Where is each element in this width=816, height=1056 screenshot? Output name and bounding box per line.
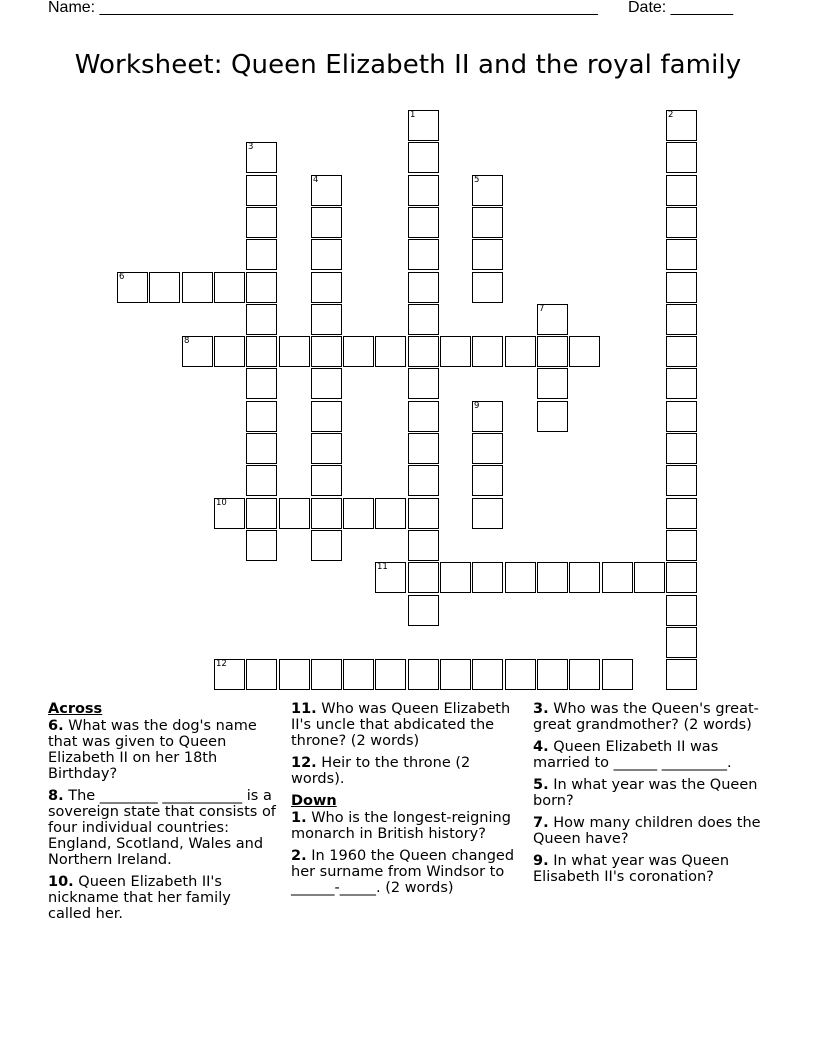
crossword-cell[interactable]	[311, 530, 342, 561]
crossword-cell[interactable]	[602, 659, 633, 690]
clue-across-8	[48, 788, 276, 868]
crossword-cell[interactable]	[246, 272, 277, 303]
crossword-cell[interactable]	[666, 175, 697, 206]
crossword-cell[interactable]	[666, 530, 697, 561]
clue-across-10	[48, 874, 276, 922]
crossword-cell[interactable]	[246, 207, 277, 238]
name-field-label: Name: ________________________________________________________	[48, 0, 598, 16]
crossword-cell[interactable]	[149, 272, 180, 303]
crossword-cell[interactable]	[666, 498, 697, 529]
crossword-cell[interactable]	[311, 336, 342, 367]
crossword-cell[interactable]	[408, 368, 439, 399]
crossword-cell[interactable]	[311, 272, 342, 303]
crossword-cell[interactable]	[246, 336, 277, 367]
crossword-cell[interactable]	[343, 336, 374, 367]
crossword-cell[interactable]	[472, 465, 503, 496]
clue-number: 1.	[291, 810, 307, 826]
clue-down-2	[291, 848, 519, 896]
crossword-cell-5[interactable]	[472, 175, 503, 206]
down-heading: Down	[291, 793, 337, 809]
crossword-cell[interactable]	[440, 336, 471, 367]
crossword-cell[interactable]	[246, 239, 277, 270]
clue-number: 12.	[291, 755, 317, 771]
clue-number-label: 7	[539, 304, 545, 314]
clue-number-label: 9	[474, 401, 480, 411]
clue-number: 11.	[291, 701, 317, 717]
crossword-cell[interactable]	[246, 304, 277, 335]
crossword-cell[interactable]	[666, 272, 697, 303]
clue-down-3	[533, 701, 765, 733]
crossword-cell[interactable]	[311, 433, 342, 464]
crossword-cell[interactable]	[246, 175, 277, 206]
clues-column-3	[533, 701, 765, 891]
crossword-cell[interactable]	[214, 336, 245, 367]
crossword-cell[interactable]	[472, 336, 503, 367]
crossword-cell[interactable]	[666, 368, 697, 399]
crossword-cell-2[interactable]	[666, 110, 697, 141]
clue-down-4	[533, 739, 765, 771]
crossword-cell[interactable]	[375, 336, 406, 367]
crossword-cell[interactable]	[666, 659, 697, 690]
crossword-cell-9[interactable]	[472, 401, 503, 432]
crossword-cell[interactable]	[246, 433, 277, 464]
clue-text: Who was the Queen's great-great grandmother? (2 words)	[533, 701, 759, 733]
clue-number: 10.	[48, 874, 74, 890]
clue-number-label: 12	[216, 659, 227, 669]
crossword-cell[interactable]	[311, 368, 342, 399]
clue-text: Queen Elizabeth II's nickname that her family called her.	[48, 874, 231, 922]
crossword-cell[interactable]	[246, 530, 277, 561]
crossword-cell[interactable]	[537, 368, 568, 399]
crossword-cell[interactable]	[311, 304, 342, 335]
clue-number: 7.	[533, 815, 549, 831]
crossword-cell[interactable]	[408, 530, 439, 561]
across-heading: Across	[48, 701, 103, 717]
crossword-cell-6[interactable]	[117, 272, 148, 303]
date-field-label: Date: _______	[628, 0, 733, 16]
clue-number: 3.	[533, 701, 549, 717]
crossword-cell[interactable]	[666, 401, 697, 432]
crossword-cell[interactable]	[408, 336, 439, 367]
crossword-cell[interactable]	[569, 336, 600, 367]
crossword-cell[interactable]	[666, 627, 697, 658]
crossword-cell[interactable]	[408, 401, 439, 432]
crossword-cell[interactable]	[246, 401, 277, 432]
clue-number-label: 11	[377, 562, 388, 572]
clue-text: In 1960 the Queen changed her surname from Windsor to ______-_____. (2 words)	[291, 848, 515, 896]
crossword-cell[interactable]	[666, 304, 697, 335]
crossword-cell[interactable]	[634, 562, 665, 593]
clue-number-label: 10	[216, 498, 227, 508]
crossword-cell[interactable]	[537, 562, 568, 593]
crossword-cell[interactable]	[666, 336, 697, 367]
crossword-cell[interactable]	[472, 659, 503, 690]
crossword-cell[interactable]	[311, 659, 342, 690]
crossword-cell[interactable]	[408, 239, 439, 270]
clue-number-label: 4	[313, 175, 319, 185]
crossword-cell[interactable]	[666, 562, 697, 593]
clues-column-1	[48, 701, 276, 928]
clue-number: 6.	[48, 718, 64, 734]
crossword-cell[interactable]	[472, 272, 503, 303]
crossword-cell[interactable]	[408, 175, 439, 206]
crossword-cell-7[interactable]	[537, 304, 568, 335]
crossword-cell[interactable]	[343, 498, 374, 529]
crossword-cell[interactable]	[505, 659, 536, 690]
clue-number: 2.	[291, 848, 307, 864]
crossword-cell[interactable]	[472, 433, 503, 464]
crossword-cell[interactable]	[279, 336, 310, 367]
crossword-cell[interactable]	[182, 272, 213, 303]
crossword-cell[interactable]	[375, 498, 406, 529]
clue-number-label: 3	[248, 142, 254, 152]
crossword-cell-1[interactable]	[408, 110, 439, 141]
crossword-cell[interactable]	[246, 659, 277, 690]
crossword-cell[interactable]	[311, 239, 342, 270]
crossword-cell[interactable]	[375, 659, 406, 690]
crossword-cell[interactable]	[666, 207, 697, 238]
clue-number-label: 2	[668, 110, 674, 120]
crossword-cell[interactable]	[505, 562, 536, 593]
crossword-cell[interactable]	[408, 272, 439, 303]
crossword-cell[interactable]	[666, 433, 697, 464]
clue-number-label: 1	[410, 110, 416, 120]
crossword-cell[interactable]	[666, 239, 697, 270]
clue-number: 8.	[48, 788, 64, 804]
clue-text: What was the dog's name that was given to Queen Elizabeth II on her 18th Birthday?	[48, 718, 257, 782]
crossword-cell[interactable]	[408, 433, 439, 464]
crossword-cell[interactable]	[569, 659, 600, 690]
crossword-cell[interactable]	[311, 207, 342, 238]
crossword-cell-3[interactable]	[246, 142, 277, 173]
crossword-cell[interactable]	[214, 272, 245, 303]
crossword-cell[interactable]	[472, 207, 503, 238]
clue-down-1	[291, 810, 519, 842]
crossword-cell-11[interactable]	[375, 562, 406, 593]
crossword-cell[interactable]	[311, 401, 342, 432]
clue-number: 9.	[533, 853, 549, 869]
crossword-cell-8[interactable]	[182, 336, 213, 367]
crossword-cell[interactable]	[472, 239, 503, 270]
crossword-cell[interactable]	[408, 562, 439, 593]
crossword-cell[interactable]	[472, 498, 503, 529]
clue-down-5	[533, 777, 765, 809]
crossword-cell[interactable]	[666, 465, 697, 496]
crossword-cell[interactable]	[472, 562, 503, 593]
clue-text: How many children does the Queen have?	[533, 815, 761, 847]
clue-text: In what year was the Queen born?	[533, 777, 758, 809]
clue-down-9	[533, 853, 765, 885]
crossword-cell[interactable]	[311, 498, 342, 529]
clue-text: Who is the longest-reigning monarch in British history?	[291, 810, 511, 842]
crossword-cell[interactable]	[537, 659, 568, 690]
clue-across-11	[291, 701, 519, 749]
crossword-cell[interactable]	[440, 562, 471, 593]
crossword-cell[interactable]	[537, 401, 568, 432]
crossword-cell[interactable]	[246, 368, 277, 399]
crossword-cell[interactable]	[666, 142, 697, 173]
crossword-cell[interactable]	[311, 465, 342, 496]
clue-text: Heir to the throne (2 words).	[291, 755, 471, 787]
clue-number-label: 5	[474, 175, 480, 185]
crossword-cell[interactable]	[666, 595, 697, 626]
clue-text: Who was Queen Elizabeth II's uncle that abdicated the throne? (2 words)	[291, 701, 511, 749]
crossword-cell[interactable]	[602, 562, 633, 593]
clue-text: The ________ ___________ is a sovereign state that consists of four individual countries: England, Scotland, Wales and Northern Ireland.	[48, 788, 276, 868]
crossword-cell[interactable]	[537, 336, 568, 367]
crossword-cell-4[interactable]	[311, 175, 342, 206]
clue-number: 5.	[533, 777, 549, 793]
page-title: Worksheet: Queen Elizabeth II and the royal family	[74, 50, 742, 80]
crossword-cell[interactable]	[279, 659, 310, 690]
clue-number-label: 6	[119, 272, 125, 282]
crossword-cell[interactable]	[408, 142, 439, 173]
crossword-cell[interactable]	[408, 595, 439, 626]
crossword-cell-10[interactable]	[214, 498, 245, 529]
clue-text: In what year was Queen Elisabeth II's coronation?	[533, 853, 730, 885]
crossword-cell[interactable]	[408, 304, 439, 335]
crossword-cell[interactable]	[246, 465, 277, 496]
crossword-cell-12[interactable]	[214, 659, 245, 690]
clue-number: 4.	[533, 739, 549, 755]
crossword-cell[interactable]	[408, 659, 439, 690]
clue-across-6	[48, 718, 276, 782]
crossword-cell[interactable]	[279, 498, 310, 529]
crossword-cell[interactable]	[408, 498, 439, 529]
crossword-cell[interactable]	[408, 207, 439, 238]
clues-column-2	[291, 701, 519, 902]
crossword-cell[interactable]	[505, 336, 536, 367]
crossword-cell[interactable]	[569, 562, 600, 593]
clue-down-7	[533, 815, 765, 847]
crossword-cell[interactable]	[343, 659, 374, 690]
clue-text: Queen Elizabeth II was married to ______ _________.	[533, 739, 732, 771]
clue-number-label: 8	[184, 336, 190, 346]
crossword-cell[interactable]	[440, 659, 471, 690]
crossword-cell[interactable]	[408, 465, 439, 496]
clue-across-12	[291, 755, 519, 787]
crossword-cell[interactable]	[246, 498, 277, 529]
